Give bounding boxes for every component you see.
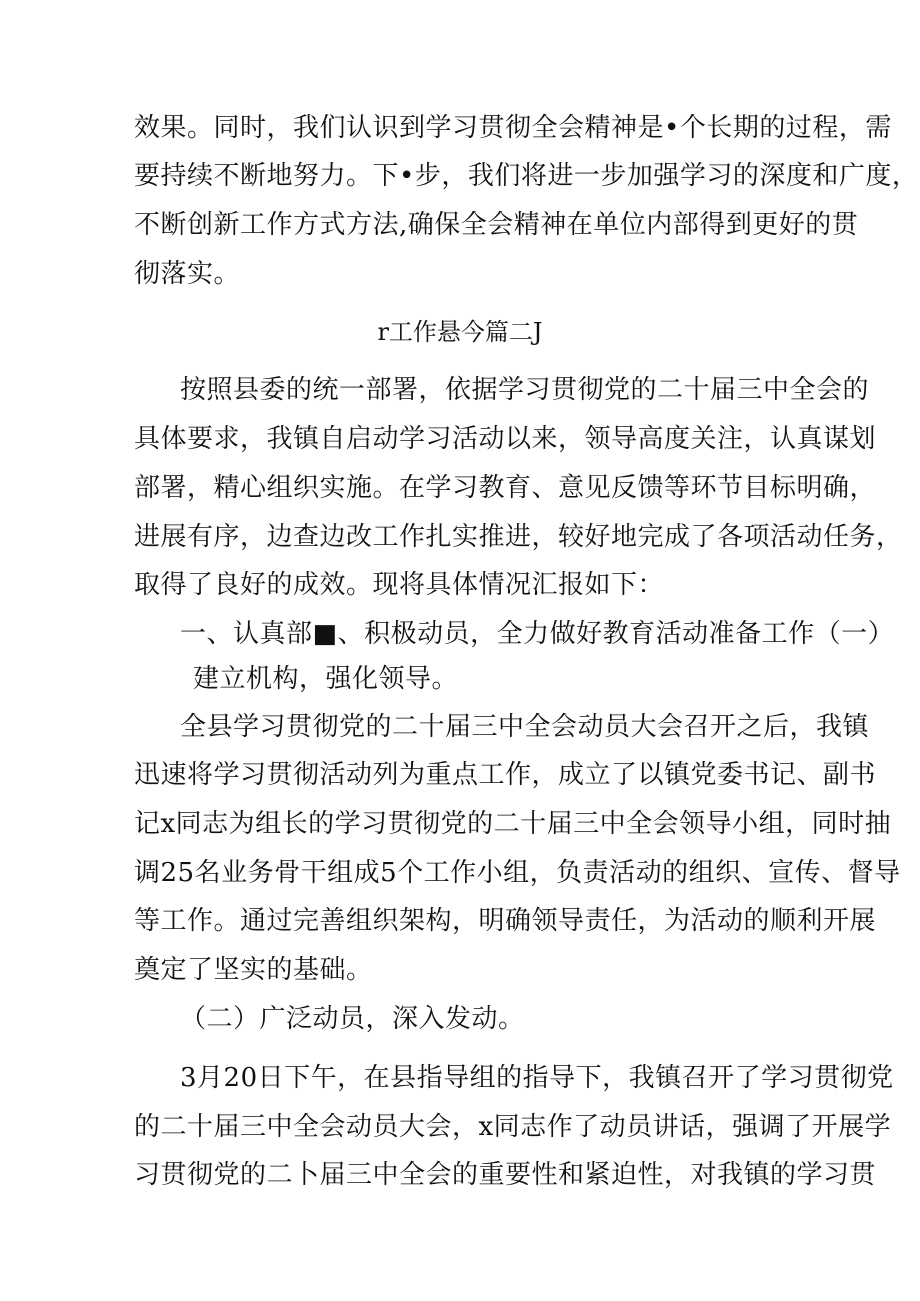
text-line-9: 取得了良好的成效。现将具体情况汇报如下： xyxy=(134,570,665,600)
text-line-1: 效果。同时，我们认识到学习贯彻全会精神是•个长期的过程，需 xyxy=(134,113,892,143)
text-line-19: 3月20日下午，在县指导组的指导下，我镇召开了学习贯彻党 xyxy=(180,1063,894,1093)
text-line-11: 建立机构，强化领导。 xyxy=(193,664,459,694)
text-line-5: 按照县委的统一部署，依据学习贯彻党的二十届三中全会的 xyxy=(180,375,870,405)
text-line-4: 彻落实。 xyxy=(134,259,241,289)
text-line-15: 调25名业务骨干组成5个工作小组，负责活动的组织、宣传、督导 xyxy=(134,858,901,888)
text-line-12: 全县学习贯彻党的二十届三中全会动员大会召开之后，我镇 xyxy=(180,712,870,742)
text-line-14: 记x同志为组长的学习贯彻党的二十届三中全会领导小组，同时抽 xyxy=(134,809,892,839)
text-line-20: 的二十届三中全会动员大会，x同志作了动员讲话，强调了开展学 xyxy=(134,1112,892,1142)
text-line-13: 迅速将学习贯彻活动列为重点工作，成立了以镇党委书记、副书 xyxy=(134,760,877,790)
text-line-17: 奠定了坚实的基础。 xyxy=(134,955,373,985)
text-line-18: （二）广泛动员，深入发动。 xyxy=(180,1004,525,1034)
text-line-2: 要持续不断地努力。下•步，我们将进一步加强学习的深度和广度， xyxy=(134,161,919,191)
section-title: r工作悬今篇二J xyxy=(377,318,543,346)
text-line-7: 部署，精心组织实施。在学习教育、意见反馈等环节目标明确， xyxy=(134,473,877,503)
text-line-3: 不断创新工作方式方法,确保全会精神在单位内部得到更好的贯 xyxy=(134,210,859,240)
text-line-21: 习贯彻党的二卜届三中全会的重要性和紧迫性，对我镇的学习贯 xyxy=(134,1160,877,1190)
text-line-16: 等工作。通过完善组织架构，明确领导责任，为活动的顺利开展 xyxy=(134,906,877,936)
text-line-10: 一、认真部■、积极动员，全力做好教育活动准备工作（一） xyxy=(180,619,895,649)
text-line-8: 进展有序，边查边改工作扎实推进，较好地完成了各项活动任务， xyxy=(134,522,903,552)
text-line-6: 具体要求，我镇自启动学习活动以来，领导高度关注，认真谋划 xyxy=(134,424,877,454)
